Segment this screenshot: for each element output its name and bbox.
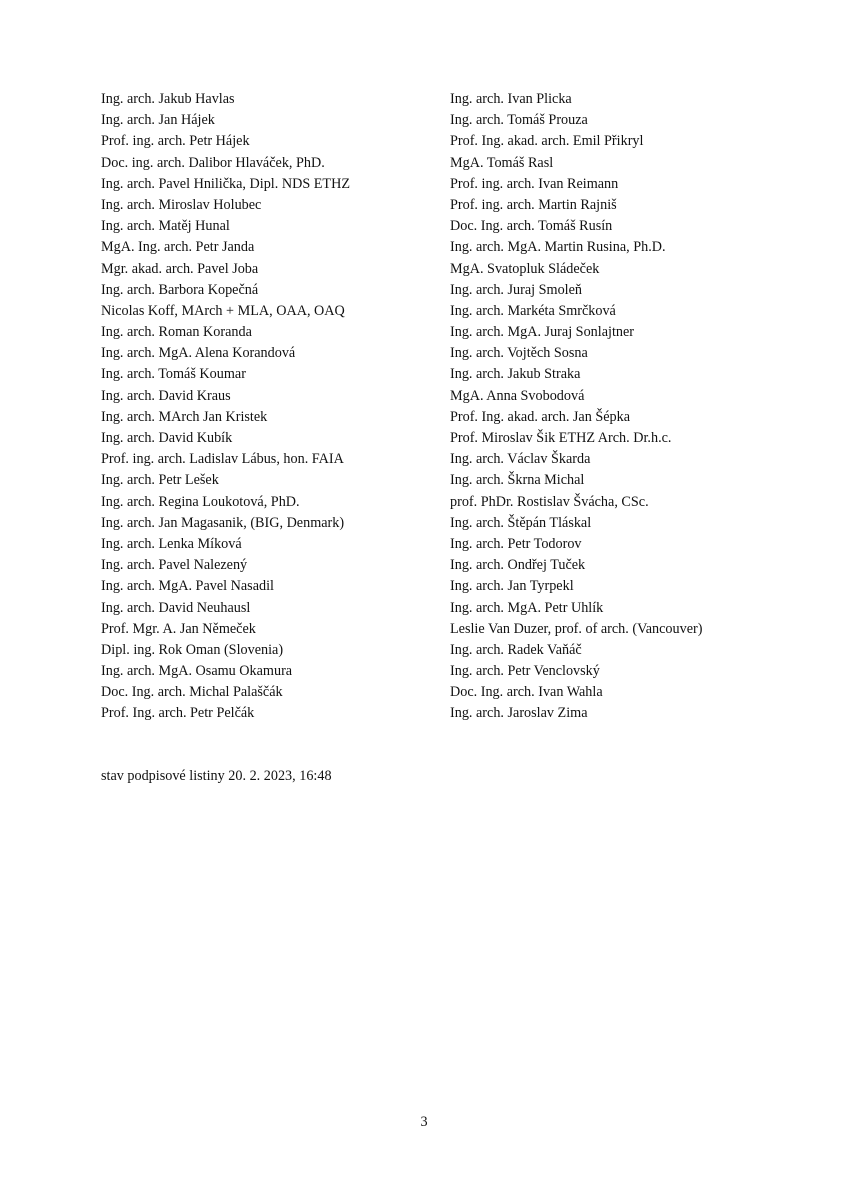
signatory-name: Prof. ing. arch. Ivan Reimann: [450, 175, 619, 192]
signature-list-status: stav podpisové listiny 20. 2. 2023, 16:48: [101, 768, 332, 784]
signatory-name: Prof. Ing. akad. arch. Emil Přikryl: [450, 133, 644, 150]
signatory-name: Ing. arch. Jan Hájek: [101, 112, 215, 129]
signatory-name: Ing. arch. Markéta Smrčková: [450, 302, 616, 319]
signatory-name: Ing. arch. Miroslav Holubec: [101, 196, 262, 213]
signatory-name: Ing. arch. Tomáš Prouza: [450, 112, 588, 129]
signatory-name: Ing. arch. Juraj Smoleň: [450, 281, 582, 298]
signatory-name: prof. PhDr. Rostislav Švácha, CSc.: [450, 493, 649, 510]
signatory-name: Ing. arch. Ondřej Tuček: [450, 557, 586, 574]
signatory-name: Doc. ing. arch. Dalibor Hlaváček, PhD.: [101, 154, 325, 171]
signatory-name: Ing. arch. Barbora Kopečná: [101, 281, 259, 298]
signatory-name: Ing. arch. Jakub Straka: [450, 366, 581, 383]
signatory-name: Ing. arch. MgA. Juraj Sonlajtner: [450, 324, 635, 341]
signatory-name: Ing. arch. Pavel Hnilička, Dipl. NDS ETHZ: [101, 175, 351, 192]
signatory-name: Nicolas Koff, MArch + MLA, OAA, OAQ: [101, 302, 345, 319]
signatory-name: Ing. arch. MgA. Osamu Okamura: [101, 663, 293, 680]
signatory-name: Prof. Ing. akad. arch. Jan Šépka: [450, 408, 631, 425]
signatory-name: Doc. Ing. arch. Tomáš Rusín: [450, 218, 613, 235]
signatory-name: Ing. arch. Václav Škarda: [450, 451, 591, 468]
signatory-name: Ing. arch. Petr Venclovský: [450, 663, 600, 680]
signatory-name: Ing. arch. Pavel Nalezený: [101, 557, 248, 574]
signatory-name: Doc. Ing. arch. Michal Palaščák: [101, 684, 283, 701]
signatory-name: MgA. Tomáš Rasl: [450, 154, 554, 171]
signatory-name: Prof. Miroslav Šik ETHZ Arch. Dr.h.c.: [450, 430, 672, 446]
signatory-name: Ing. arch. Škrna Michal: [450, 472, 585, 489]
signatory-name: Leslie Van Duzer, prof. of arch. (Vancouver): [450, 620, 703, 637]
signatory-name: Prof. Ing. arch. Petr Pelčák: [101, 705, 255, 722]
signatory-name: Ing. arch. Ivan Plicka: [450, 91, 572, 107]
signatory-name: Ing. arch. Jan Tyrpekl: [450, 578, 574, 595]
signatory-name: Ing. arch. Tomáš Koumar: [101, 366, 246, 383]
signatory-name: Ing. arch. Petr Todorov: [450, 535, 582, 552]
signatory-name: Ing. arch. Roman Koranda: [101, 324, 252, 341]
signatory-name: Ing. arch. Matěj Hunal: [101, 218, 230, 235]
signatory-name: Ing. arch. David Kubík: [101, 430, 233, 446]
signatory-name: Ing. arch. MgA. Alena Korandová: [101, 345, 296, 362]
signatory-name: Ing. arch. Jakub Havlas: [101, 91, 235, 107]
signatory-name: Prof. Mgr. A. Jan Němeček: [101, 620, 256, 637]
signatory-name: MgA. Ing. arch. Petr Janda: [101, 239, 255, 256]
signatory-name: Ing. arch. Petr Lešek: [101, 472, 219, 489]
signatory-name: Prof. ing. arch. Petr Hájek: [101, 133, 250, 150]
signatory-name: MgA. Anna Svobodová: [450, 387, 585, 404]
signatory-name: Ing. arch. MgA. Martin Rusina, Ph.D.: [450, 239, 666, 256]
signatory-name: Ing. arch. MgA. Petr Uhlík: [450, 599, 604, 616]
signatory-name: Prof. ing. arch. Ladislav Lábus, hon. FAIA: [101, 451, 344, 468]
signatory-name: Ing. arch. Štěpán Tláskal: [450, 514, 592, 531]
signatory-name: Dipl. ing. Rok Oman (Slovenia): [101, 641, 284, 658]
signatory-name: Ing. arch. Regina Loukotová, PhD.: [101, 493, 300, 510]
signatory-name: Ing. arch. Jaroslav Zima: [450, 705, 588, 722]
signatory-name: Ing. arch. MArch Jan Kristek: [101, 408, 268, 425]
signatory-name: Prof. ing. arch. Martin Rajniš: [450, 196, 617, 213]
signatory-list-left: [101, 89, 431, 725]
signatory-name: Ing. arch. David Kraus: [101, 387, 231, 404]
signatory-name: Ing. arch. Vojtěch Sosna: [450, 345, 588, 362]
signatory-name: Ing. arch. Lenka Míková: [101, 535, 242, 552]
signatory-name: Ing. arch. Jan Magasanik, (BIG, Denmark): [101, 514, 345, 531]
signatory-name: MgA. Svatopluk Sládeček: [450, 260, 600, 277]
signatory-name: Ing. arch. David Neuhausl: [101, 599, 251, 616]
signatory-name: Mgr. akad. arch. Pavel Joba: [101, 260, 259, 277]
signatory-name: Ing. arch. MgA. Pavel Nasadil: [101, 578, 274, 595]
signatory-name: Doc. Ing. arch. Ivan Wahla: [450, 684, 603, 701]
page-number: 3: [420, 1114, 428, 1130]
signatory-list-right: [450, 89, 780, 725]
signatory-name: Ing. arch. Radek Vaňáč: [450, 641, 582, 658]
